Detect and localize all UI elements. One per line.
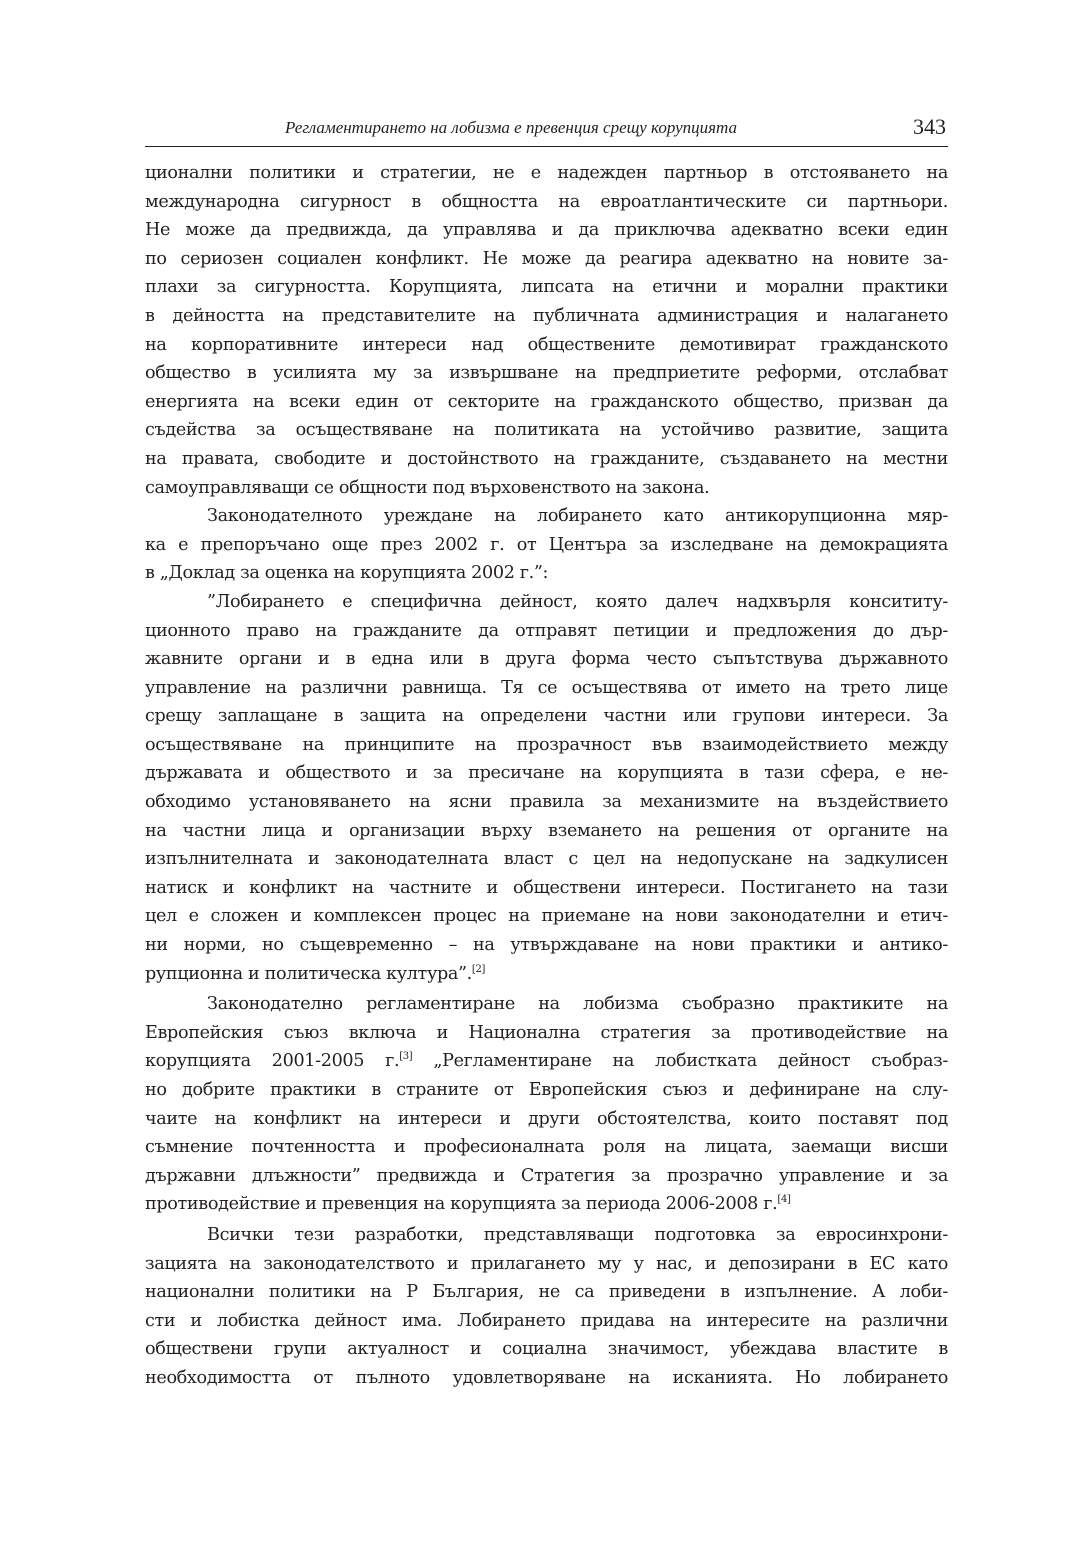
text-line: натиск и конфликт на частните и обществени интереси. Постигането на тази (145, 877, 948, 898)
text-line: срещу заплащане в защита на определени частни или групови интереси. За (145, 706, 948, 727)
text-line: жавните органи и в една или в друга форма често съпътствува държавното (145, 649, 948, 670)
text-line: плахи за сигурността. Корупцията, липсата на етични и морални практики (145, 277, 948, 298)
text-line: сти и лобистка дейност има. Лобирането придава на интересите на различни (145, 1310, 948, 1331)
footnote-ref: [3] (399, 1051, 413, 1063)
text-line: съдейства за осъществяване на политиката на устойчиво развитие, защита (145, 420, 948, 441)
text-line: национални политики на Р България, не са приведени в изпълнение. А лоби- (145, 1282, 948, 1303)
text-line: международна сигурност в общността на евроатлантическите си партньори. (145, 191, 948, 212)
body-text (145, 159, 948, 1393)
text-line-content: противодействие и превенция на корупцията за периода 2006-2008 г. (145, 1194, 778, 1215)
text-line: чаите на конфликт на интереси и други обстоятелства, които поставят под (145, 1108, 948, 1129)
text-line: ка е препоръчано още през 2002 г. от Центъра за изследване на демокрацията (145, 534, 948, 555)
running-header (145, 112, 948, 147)
text-line: в дейността на представителите на публичната администрация и налагането (145, 305, 948, 326)
footnote-ref: [2] (471, 963, 486, 975)
text-line: ”Лобирането е специфична дейност, която далеч надхвърля консититу- (207, 591, 948, 612)
text-line: държавни длъжности” предвижда и Стратегия за прозрачно управление и за (145, 1165, 948, 1186)
text-line (145, 1190, 948, 1219)
text-line: самоуправляващи се общности под върховенството на закона. (145, 477, 710, 498)
text-line: Европейския съюз включа и Национална стратегия за противодействие на (145, 1022, 948, 1043)
footnote-ref: [4] (777, 1194, 791, 1206)
text-line: ни норми, но същевременно – на утвърждаване на нови практики и антико- (145, 935, 948, 956)
text-line: но добрите практики в страните от Европейския съюз и дефиниране на слу- (145, 1080, 948, 1100)
text-line: Законодателно регламентиране на лобизма съобразно практиките на (207, 994, 948, 1015)
text-line: цел е сложен и комплексен процес на приемане на нови законодателни и етич- (145, 906, 948, 927)
paragraph-3-quote (145, 588, 948, 988)
text-line: обходимо установяването на ясни правила за механизмите на въздействието (145, 792, 948, 813)
text-line: в „Доклад за оценка на корупцията 2002 г.”: (145, 563, 549, 584)
text-line: на частни лица и организации върху вземането на решения от органите на (145, 820, 948, 841)
text-line: управление на различни равнища. Тя се осъществява от името на трето лице (145, 677, 948, 698)
text-line: на корпоративните интереси над обществените демотивират гражданското (145, 334, 948, 355)
text-line (145, 960, 948, 989)
text-line: зацията на законодателството и прилагането му у нас, и депозирани в ЕС като (145, 1253, 948, 1274)
text-line: Не може да предвижда, да управлява и да приключва адекватно всеки един (145, 220, 948, 241)
text-line: необходимостта от пълното удовлетворяване на исканията. Но лобирането (145, 1367, 948, 1388)
text-line: ционални политики и стратегии, не е надежден партньор в отстояването на (145, 163, 948, 183)
text-line: Законодателното уреждане на лобирането като антикорупционна мяр- (207, 506, 948, 527)
text-line: изпълнителната и законодателната власт с цел на недопускане на задкулисен (145, 849, 948, 870)
running-title: Регламентирането на лобизма е превенция срещу корупцията (285, 118, 738, 137)
page-number: 343 (913, 114, 946, 139)
text-line: обществени групи актуалност и социална значимост, убеждава властите в (145, 1339, 948, 1360)
text-line-content: рупционна и политическа култура”. (145, 963, 472, 984)
text-line: общество в усилията му за извършване на предприетите реформи, отслабват (145, 363, 948, 384)
paragraph-5 (145, 1221, 948, 1393)
paragraph-2 (145, 502, 948, 588)
text-line-content: „Регламентиране на лобистката дейност съобраз- (412, 1051, 948, 1072)
text-line-content: корупцията 2001-2005 г. (145, 1051, 400, 1072)
paragraph-1 (145, 159, 948, 502)
text-line: ционното право на гражданите да отправят петиции и предложения до дър- (145, 620, 948, 641)
text-line: съмнение почтенността и професионалната роля на лицата, заемащи висши (145, 1137, 948, 1158)
text-line: енергията на всеки един от секторите на гражданското общество, призван да (145, 391, 948, 412)
text-line: осъществяване на принципите на прозрачност във взаимодействието между (145, 734, 948, 755)
text-line: държавата и обществото и за пресичане на корупцията в тази сфера, е не- (145, 763, 948, 784)
text-line: по сериозен социален конфликт. Не може да реагира адекватно на новите за- (145, 248, 948, 269)
text-line: на правата, свободите и достойнството на гражданите, създаването на местни (145, 448, 948, 469)
text-line: Всички тези разработки, представляващи подготовка за евросинхрони- (207, 1224, 948, 1245)
text-line (145, 1047, 948, 1076)
paragraph-4 (145, 990, 948, 1219)
